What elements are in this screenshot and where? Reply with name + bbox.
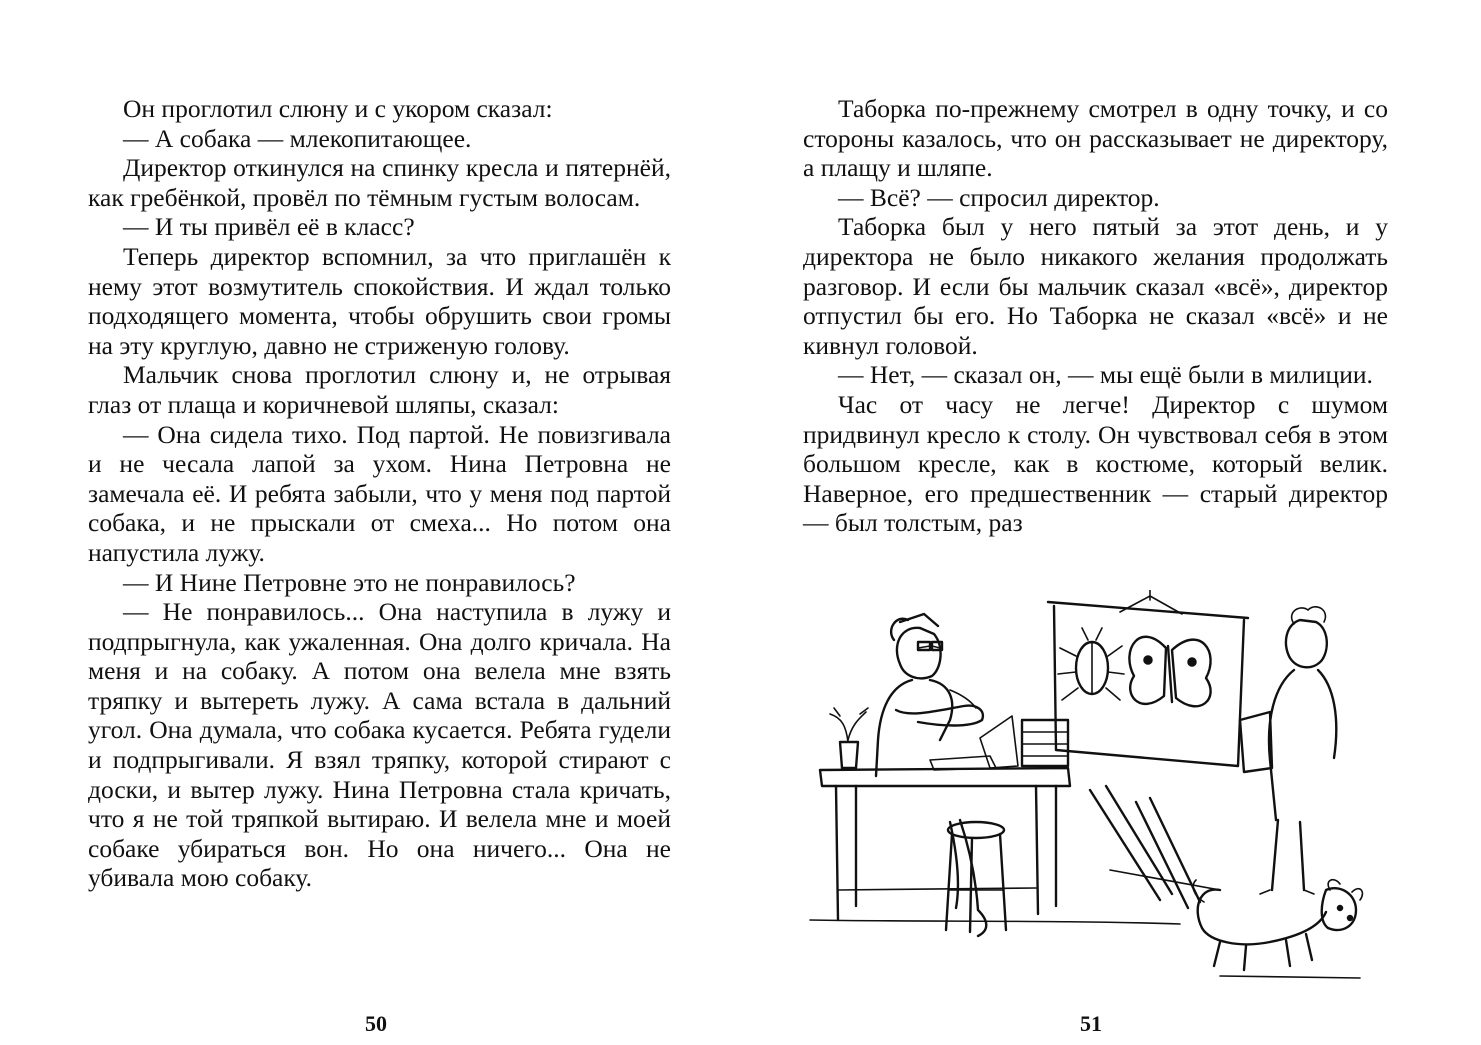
paragraph: — Всё? — спросил директор. — [838, 182, 1160, 212]
stool — [946, 822, 1006, 932]
classroom-sketch-icon — [800, 590, 1400, 990]
paragraph: Теперь директор вспомнил, за что приглашён к нему этот возмутитель спокойствия. И ждал только подходящего момента, чтобы обрушить свои громы на эту круглую, давно не стриженую голову. — [88, 241, 671, 360]
paragraph: Он проглотил слюну и с укором сказал: — [123, 94, 553, 123]
illustration-drawing — [800, 590, 1400, 990]
paragraph: Мальчик снова проглотил слюну и, не отрывая глаз от плаща и коричневой шляпы, сказал: — [88, 360, 671, 419]
teacher-figure — [876, 614, 986, 936]
rolled-posters — [1090, 786, 1220, 908]
paragraph: Таборка был у него пятый за этот день, и у директора не было никакого желания продолжать разговор. И если бы мальчик сказал «всё», директор отпустил бы его. Но Таборка не сказал «всё» и не кивнул головой. — [803, 212, 1388, 360]
page-number: 51 — [1080, 1011, 1102, 1036]
paragraph: — Она сидела тихо. Под партой. Не повизгивала и не чесала лапой за ухом. Нина Петровна не замечала её. И ребята забыли, что у меня под партой собака, и не прыскали от смеха... Но потом она напустила лужу. — [88, 419, 671, 567]
paragraph: — И Нине Петровне это не понравилось? — [123, 567, 576, 597]
dog-figure — [1193, 880, 1362, 970]
wall-chart — [1048, 590, 1248, 766]
desk — [820, 708, 1070, 920]
floor-line — [810, 920, 1360, 978]
paragraph: — Не понравилось... Она наступила в лужу и подпрыгнула, как ужаленная. Она долго кричала. На меня и на собаку. А потом она велела мне взять тряпку и вытереть лужу. А сама встала в дальний угол. Она думала, что собака кусается. Ребята гудели и подпрыгивали. Я взял тряпку, которой стирают с доски, и вытер лужу. Нина Петровна стала кричать, что я не той тряпкой вытираю. И велела мне и моей собаке убираться вон. Но она ничего... Она не убивала мою собаку. — [88, 597, 671, 893]
paragraph: — И ты привёл её в класс? — [123, 212, 415, 242]
paragraph: Час от часу не легче! Директор с шумом придвинул кресло к столу. Он чувствовал себя в этом большом кресле, как в костюме, который велик. Наверное, его предшественник — старый директор — был толстым, раз — [803, 389, 1388, 538]
paragraph: Директор откинулся на спинку кресла и пятернёй, как гребёнкой, провёл по тёмным густым волосам. — [88, 153, 671, 212]
left-page-text — [88, 94, 671, 893]
left-page — [0, 0, 740, 1045]
right-page — [740, 0, 1481, 1045]
paragraph: — Нет, — сказал он, — мы ещё были в милиции. — [838, 360, 1373, 390]
paragraph: Таборка по-прежнему смотрел в одну точку, и со стороны казалось, что он рассказывает не директору, а плащу и шляпе. — [803, 94, 1388, 183]
boy-figure — [1240, 607, 1336, 894]
paragraph: — А собака — млекопитающее. — [123, 123, 472, 153]
page-number: 50 — [365, 1011, 387, 1036]
right-page-text — [803, 94, 1388, 538]
